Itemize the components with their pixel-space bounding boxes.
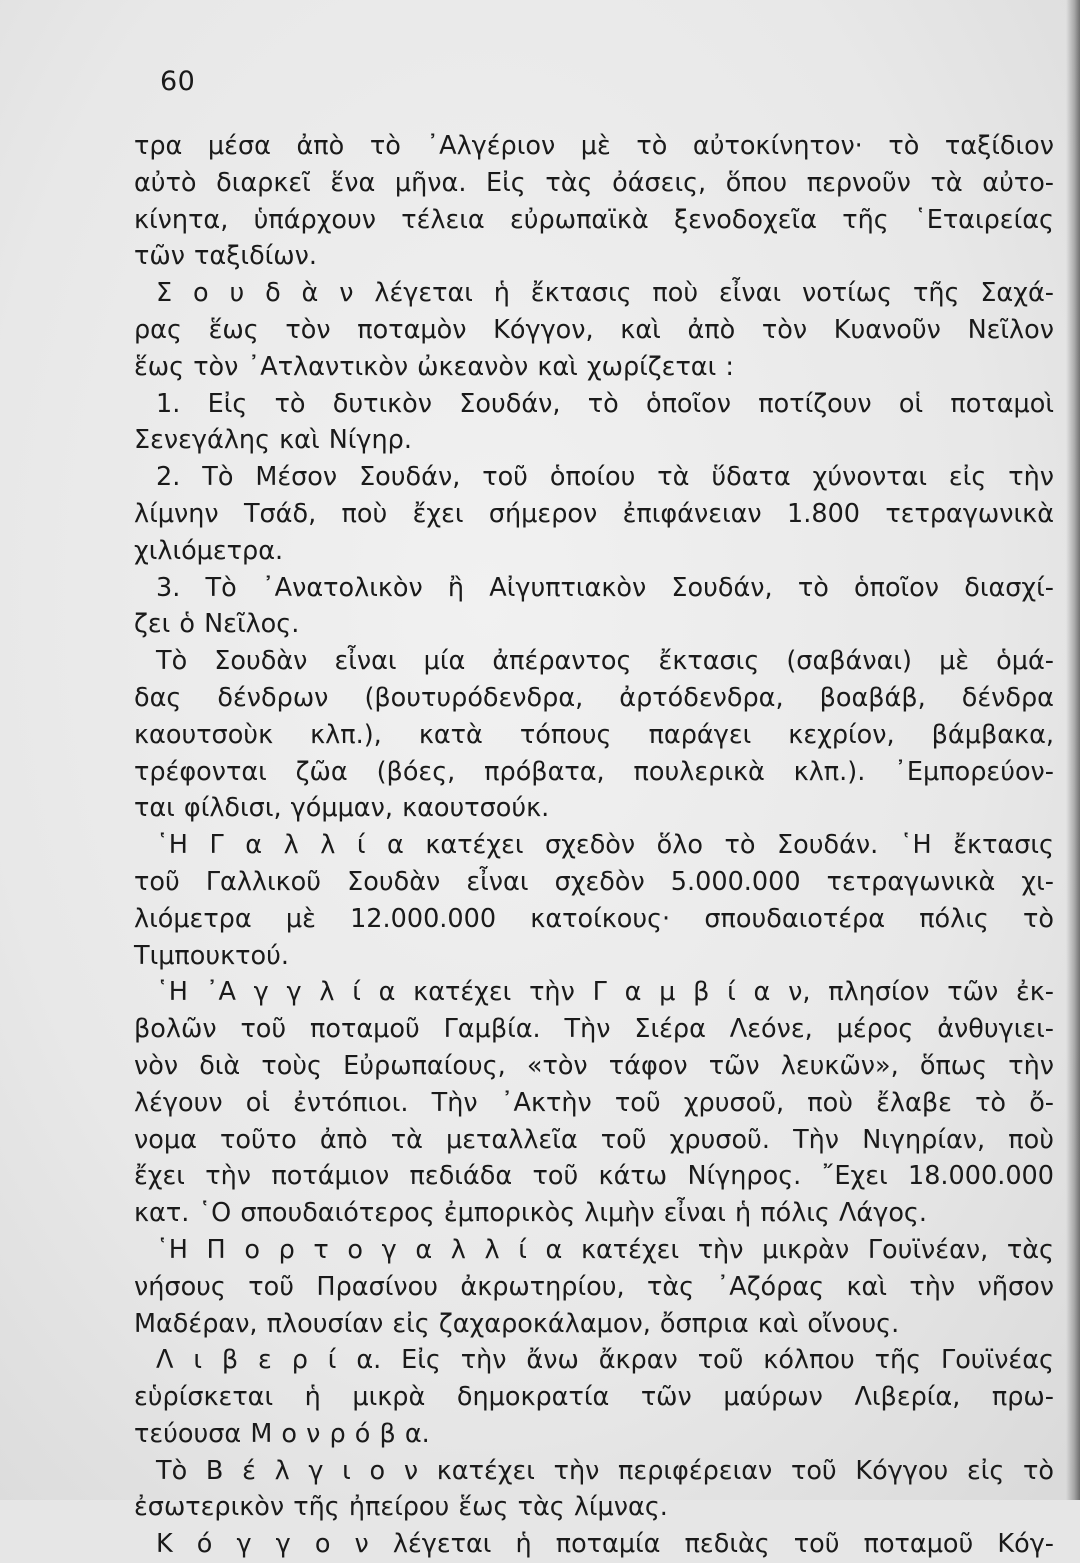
- text-line: λέγουν οἱ ἐντόπιοι. Τὴν ᾿Ακτὴν τοῦ χρυσοῦ, ποὺ ἔλαβε τὸ ὄ-: [134, 1087, 1054, 1118]
- text-line: τρέφονται ζῶα (βόες, πρόβατα, πουλερικὰ κλπ.). ᾿Εμπορεύον-: [134, 756, 1054, 787]
- text-line: Σενεγάλης καὶ Νίγηρ.: [134, 425, 412, 456]
- text-line: Τὸ Β έ λ γ ι ο ν κατέχει τὴν περιφέρειαν τοῦ Κόγγου εἰς τὸ: [156, 1455, 1054, 1486]
- text-line: λίμνην Τσάδ, ποὺ ἔχει σήμερον ἐπιφάνειαν 1.800 τετραγωνικὰ: [134, 498, 1054, 529]
- text-line: ρας ἕως τὸν ποταμὸν Κόγγον, καὶ ἀπὸ τὸν Κυανοῦν Νεῖλον: [134, 314, 1054, 345]
- text-line: τεύουσα Μ ο ν ρ ό β α.: [134, 1418, 430, 1449]
- text-line: 2. Τὸ Μέσον Σουδάν, τοῦ ὁποίου τὰ ὕδατα χύνονται εἰς τὴν: [156, 462, 1054, 493]
- text-line: καουτσοὺκ κλπ.), κατὰ τόπους παράγει κεχρίον, βάμβακα,: [134, 719, 1054, 750]
- text-line: ἔχει τὴν ποτάμιον πεδιάδα τοῦ κάτω Νίγηρος. ῎Εχει 18.000.000: [134, 1161, 1054, 1192]
- text-line: νομα τοῦτο ἀπὸ τὰ μεταλλεῖα τοῦ χρυσοῦ. Τὴν Νιγηρίαν, ποὺ: [134, 1124, 1054, 1155]
- text-line: βολῶν τοῦ ποταμοῦ Γαμβία. Τὴν Σιέρα Λεόνε, μέρος ἀνθυγιει-: [134, 1014, 1054, 1045]
- text-line: Λ ι β ε ρ ί α. Εἰς τὴν ἄνω ἄκραν τοῦ κόλπου τῆς Γουϊνέας: [156, 1345, 1054, 1376]
- text-line: ῾Η Π ο ρ τ ο γ α λ λ ί α κατέχει τὴν μικρὰν Γουϊνέαν, τὰς: [156, 1234, 1054, 1265]
- text-line: Κ ό γ γ ο ν λέγεται ἡ ποταμία πεδιὰς τοῦ ποταμοῦ Κόγ-: [156, 1529, 1054, 1560]
- text-line: ζει ὁ Νεῖλος.: [134, 609, 300, 640]
- text-line: χιλιόμετρα.: [134, 535, 284, 566]
- text-line: νὸν διὰ τοὺς Εὐρωπαίους, «τὸν τάφον τῶν λευκῶν», ὅπως τὴν: [134, 1050, 1054, 1081]
- body-text: [134, 128, 1054, 1563]
- text-line: τῶν ταξιδίων.: [134, 241, 317, 272]
- text-line: αὐτὸ διαρκεῖ ἕνα μῆνα. Εἰς τὰς ὀάσεις, ὅπου περνοῦν τὰ αὐτο-: [134, 167, 1054, 198]
- page-edge-shadow: [1066, 0, 1080, 1500]
- text-line: τοῦ Γαλλικοῦ Σουδὰν εἶναι σχεδὸν 5.000.000 τετραγωνικὰ χι-: [134, 866, 1054, 897]
- page-number: 60: [160, 66, 196, 97]
- text-line: Τιμπουκτού.: [134, 940, 289, 971]
- text-line: εὑρίσκεται ἡ μικρὰ δημοκρατία τῶν μαύρων Λιβερία, πρω-: [134, 1382, 1054, 1413]
- text-line: δας δένδρων (βουτυρόδενδρα, ἀρτόδενδρα, βοαβάβ, δένδρα: [134, 682, 1054, 713]
- text-line: 3. Τὸ ᾿Ανατολικὸν ἢ Αἰγυπτιακὸν Σουδάν, τὸ ὁποῖον διασχί-: [156, 572, 1054, 603]
- text-line: ῾Η ᾿Α γ γ λ ί α κατέχει τὴν Γ α μ β ί α ν, πλησίον τῶν ἐκ-: [156, 977, 1054, 1008]
- text-line: 1. Εἰς τὸ δυτικὸν Σουδάν, τὸ ὁποῖον ποτίζουν οἱ ποταμοὶ: [156, 388, 1054, 419]
- text-line: τρα μέσα ἀπὸ τὸ ᾿Αλγέριον μὲ τὸ αὐτοκίνητον· τὸ ταξίδιον: [134, 131, 1054, 161]
- text-line: ῾Η Γ α λ λ ί α κατέχει σχεδὸν ὅλο τὸ Σουδάν. ῾Η ἔκτασις: [156, 830, 1054, 861]
- text-line: κίνητα, ὑπάρχουν τέλεια εὐρωπαϊκὰ ξενοδοχεῖα τῆς ῾Εταιρείας: [134, 204, 1054, 235]
- text-line: κατ. ῾Ο σπουδαιότερος ἐμπορικὸς λιμὴν εἶναι ἡ πόλις Λάγος.: [134, 1198, 927, 1229]
- text-line: Σ ο υ δ ὰ ν λέγεται ἡ ἔκτασις ποὺ εἶναι νοτίως τῆς Σαχά-: [156, 278, 1054, 309]
- text-line: ἕως τὸν ᾿Ατλαντικὸν ὠκεανὸν καὶ χωρίζεται :: [134, 351, 734, 382]
- text-line: νήσους τοῦ Πρασίνου ἀκρωτηρίου, τὰς ᾿Αζόρας καὶ τὴν νῆσον: [134, 1271, 1054, 1302]
- text-line: λιόμετρα μὲ 12.000.000 κατοίκους· σπουδαιοτέρα πόλις τὸ: [134, 903, 1054, 934]
- text-line: Μαδέραν, πλουσίαν εἰς ζαχαροκάλαμον, ὄσπρια καὶ οἴνους.: [134, 1308, 900, 1339]
- text-line: Τὸ Σουδὰν εἶναι μία ἀπέραντος ἔκτασις (σαβάναι) μὲ ὁμά-: [156, 646, 1054, 677]
- text-line: ται φίλδισι, γόμμαν, καουτσούκ.: [134, 793, 550, 824]
- text-line: ἐσωτερικὸν τῆς ἠπείρου ἕως τὰς λίμνας.: [134, 1492, 668, 1523]
